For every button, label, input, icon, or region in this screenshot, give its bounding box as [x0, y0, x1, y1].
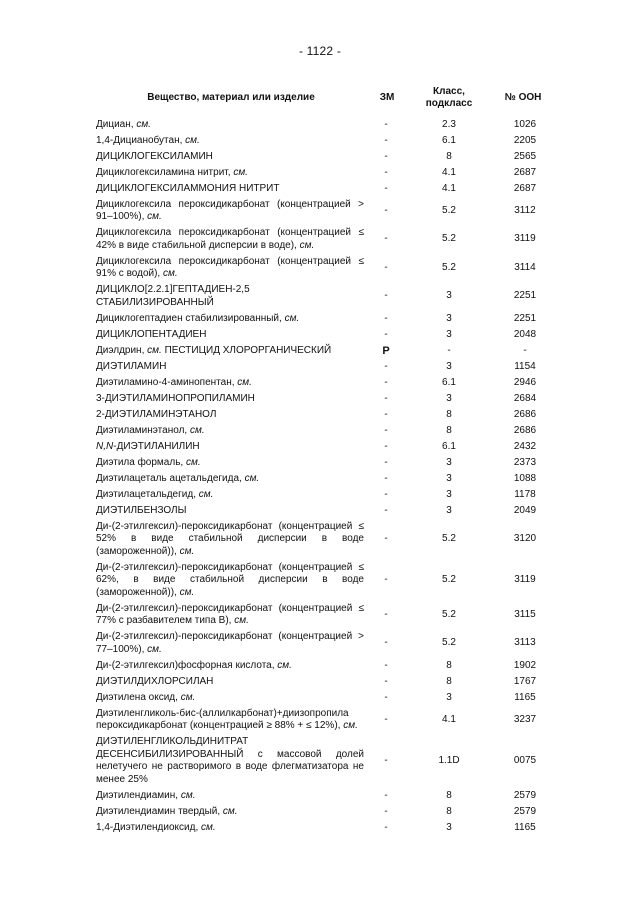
substance-name-cell — [96, 706, 366, 735]
class-cell: 4.1 — [442, 166, 456, 178]
zm-cell: - — [384, 440, 388, 452]
substance-name-cell — [96, 226, 366, 255]
class-cell: 5.2 — [442, 608, 456, 620]
zm-cell: - — [384, 533, 388, 544]
class-cell: 3 — [446, 392, 452, 404]
see-reference: см. — [179, 545, 195, 557]
substance-name: 1,4-Диэтилендиоксид, — [96, 821, 199, 833]
substance-name-cell — [96, 117, 366, 133]
zm-cell: - — [384, 312, 388, 324]
zm-cell: - — [384, 204, 388, 216]
header-class-line1: Класс, — [433, 86, 465, 97]
see-reference: см. — [180, 691, 196, 703]
zm-cell: - — [384, 821, 388, 833]
zm-cell: - — [384, 328, 388, 340]
table-row — [96, 487, 548, 503]
table-row — [96, 375, 548, 391]
see-reference: см. — [185, 134, 200, 146]
substance-name-cell — [96, 343, 366, 359]
substance-name-cell — [96, 439, 366, 455]
un-number-cell: 3115 — [514, 608, 536, 620]
substance-name-cell — [96, 197, 366, 226]
substance-table — [96, 86, 548, 836]
zm-cell: - — [384, 290, 388, 302]
un-number-cell: 2251 — [513, 312, 537, 324]
zm-cell: Р — [382, 344, 390, 357]
zm-cell: - — [384, 166, 388, 178]
un-number-cell: 2251 — [513, 290, 537, 302]
table-row — [96, 560, 548, 601]
header-class-line2: подкласс — [425, 98, 473, 109]
class-cell: 5.2 — [442, 637, 456, 649]
table-row — [96, 690, 548, 706]
zm-cell: - — [384, 488, 388, 500]
zm-cell: - — [384, 659, 388, 671]
un-number-cell: 2049 — [513, 504, 537, 516]
substance-name-cell — [96, 455, 366, 471]
class-cell: 4.1 — [442, 713, 456, 725]
zm-cell: - — [384, 182, 388, 194]
zm-cell: - — [384, 472, 388, 484]
substance-name-cell — [96, 359, 366, 375]
zm-cell: - — [384, 134, 388, 146]
substance-name: Дициклогексила пероксидикарбонат (концентрацией > 91–100%), — [96, 198, 364, 222]
substance-name: Диэтиламино-4-аминопентан, — [96, 376, 235, 388]
see-target: ПЕСТИЦИД ХЛОРОРГАНИЧЕСКИЙ — [164, 344, 332, 356]
class-cell: 3 — [446, 821, 452, 833]
zm-cell: - — [384, 754, 388, 766]
class-cell: 8 — [446, 675, 452, 687]
class-cell: 8 — [446, 789, 452, 801]
class-cell: 3 — [446, 472, 452, 484]
header-un-number: № ООН — [504, 92, 542, 103]
class-cell: 2.3 — [442, 118, 456, 130]
class-cell: 5.2 — [442, 533, 456, 544]
see-reference: см. — [180, 789, 196, 801]
class-cell: 5.2 — [442, 233, 456, 245]
zm-cell: - — [384, 691, 388, 703]
substance-name-cell — [96, 519, 366, 560]
table-row — [96, 133, 548, 149]
un-number-cell: 3113 — [514, 637, 536, 649]
un-number-cell: 1902 — [513, 659, 537, 671]
table-row — [96, 674, 548, 690]
see-reference: см. — [244, 472, 260, 484]
table-row — [96, 226, 548, 255]
table-row — [96, 601, 548, 630]
substance-name: 2-ДИЭТИЛАМИНЭТАНОЛ — [96, 408, 217, 420]
table-row — [96, 359, 548, 375]
un-number-cell: 1154 — [514, 360, 536, 372]
substance-name-prefix: N,N — [96, 440, 114, 452]
substance-name-cell — [96, 820, 366, 836]
un-number-cell: 2565 — [513, 150, 537, 162]
substance-name-cell — [96, 560, 366, 601]
zm-cell: - — [384, 233, 388, 245]
table-row — [96, 283, 548, 312]
substance-name: Диэтилена оксид, — [96, 691, 178, 703]
substance-name: -ДИЭТИЛАНИЛИН — [113, 440, 200, 452]
substance-name: 1,4-Дицианобутан, — [96, 134, 183, 146]
un-number-cell: 1178 — [514, 488, 536, 500]
un-number-cell: 2686 — [513, 424, 537, 436]
substance-name: Ди-(2-этилгексил)фосфорная кислота, — [96, 659, 275, 671]
substance-name: ДИЭТИЛАМИН — [96, 360, 167, 372]
see-reference: см. — [147, 344, 162, 356]
substance-name: ДИЭТИЛБЕНЗОЛЫ — [96, 504, 187, 516]
un-number-cell: 1165 — [514, 691, 536, 703]
substance-name: ДИЦИКЛОГЕКСИЛАМИН — [96, 150, 213, 162]
un-number-cell: 2946 — [513, 376, 537, 388]
table-row — [96, 407, 548, 423]
see-reference: см. — [163, 268, 178, 279]
substance-name: Ди-(2-этилгексил)-пероксидикарбонат (концентрацией ≤ 62%, в виде стабильной дисперсии в воде (замороженной)), — [96, 561, 364, 598]
table-row — [96, 735, 548, 789]
substance-name: ДИЦИКЛО[2.2.1]ГЕПТАДИЕН-2,5 СТАБИЛИЗИРОВАННЫЙ — [96, 284, 250, 308]
substance-name: Диэлдрин, — [96, 344, 145, 356]
class-cell: 8 — [446, 659, 452, 671]
zm-cell: - — [384, 118, 388, 130]
substance-name: Диэтилендиамин, — [96, 789, 179, 801]
un-number-cell: 2687 — [513, 166, 537, 178]
un-number-cell: 2373 — [513, 456, 537, 468]
substance-name-cell — [96, 735, 366, 789]
substance-name: ДИЦИКЛОПЕНТАДИЕН — [96, 328, 207, 340]
zm-cell: - — [384, 456, 388, 468]
table-row — [96, 149, 548, 165]
class-cell: 5.2 — [442, 261, 456, 273]
see-reference: см. — [343, 720, 358, 731]
see-reference: см. — [189, 424, 205, 436]
see-reference: см. — [147, 643, 162, 655]
un-number-cell: 2205 — [513, 134, 537, 146]
un-number-cell: 3120 — [513, 533, 537, 544]
un-number-cell: 1088 — [513, 472, 537, 484]
substance-name: Дициклогексиламина нитрит, — [96, 166, 231, 178]
zm-cell: - — [384, 424, 388, 436]
substance-name: Дициан, — [96, 118, 134, 130]
substance-name-cell — [96, 391, 366, 407]
class-cell: 8 — [446, 150, 452, 162]
see-reference: см. — [136, 118, 151, 130]
substance-name-cell — [96, 327, 366, 343]
table-row — [96, 788, 548, 804]
table-header — [96, 86, 548, 117]
un-number-cell: 1767 — [513, 675, 537, 687]
table-row — [96, 455, 548, 471]
substance-name-cell — [96, 133, 366, 149]
un-number-cell: 3237 — [513, 713, 537, 725]
substance-name: Диэтиламинэтанол, — [96, 424, 188, 436]
substance-name-cell — [96, 690, 366, 706]
un-number-cell: 1026 — [513, 118, 537, 130]
see-reference: см. — [277, 659, 292, 671]
table-row — [96, 706, 548, 735]
class-cell: 3 — [446, 456, 452, 468]
substance-name-cell — [96, 601, 366, 630]
see-reference: см. — [147, 211, 162, 222]
un-number-cell: - — [523, 344, 527, 356]
zm-cell: - — [384, 789, 388, 801]
un-number-cell: 2686 — [513, 408, 537, 420]
table-row — [96, 117, 548, 133]
zm-cell: - — [384, 805, 388, 817]
table-row — [96, 519, 548, 560]
un-number-cell: 2048 — [513, 328, 537, 340]
substance-name-cell — [96, 283, 366, 312]
substance-name: Диэтилендиамин твердый, — [96, 805, 221, 817]
un-number-cell: 3119 — [514, 574, 536, 585]
un-number-cell: 0075 — [513, 754, 537, 766]
see-reference: см. — [299, 239, 315, 251]
un-number-cell: 3112 — [514, 204, 536, 216]
zm-cell: - — [384, 261, 388, 273]
header-class — [406, 86, 492, 117]
substance-name: Диэтила формаль, — [96, 456, 184, 468]
zm-cell: - — [384, 504, 388, 516]
see-reference: см. — [233, 166, 248, 178]
see-reference: см. — [222, 805, 238, 817]
substance-name-cell — [96, 487, 366, 503]
substance-table-container — [96, 86, 548, 836]
substance-name: Ди-(2-этилгексил)-пероксидикарбонат (концентрацией ≤ 77% с разбавителем типа В), — [96, 602, 364, 626]
un-number-cell: 3114 — [514, 261, 536, 273]
un-number-cell: 2687 — [513, 182, 537, 194]
substance-name: Ди-(2-этилгексил)-пероксидикарбонат (концентрацией ≤ 52% в виде стабильной дисперсии в воде (замороженной)), — [96, 520, 364, 557]
substance-name: Диэтиленгликоль-бис-(аллилкарбонат)+диизопропила пероксидикарбонат (концентрацией ≥ 88% + ≤ 12%), — [96, 707, 349, 731]
substance-name: Ди-(2-этилгексил)-пероксидикарбонат (концентрацией > 77–100%), — [96, 631, 364, 655]
class-cell: 8 — [446, 805, 452, 817]
un-number-cell: 1165 — [514, 821, 536, 833]
substance-name-cell — [96, 658, 366, 674]
un-number-cell: 3119 — [514, 233, 536, 245]
table-row — [96, 327, 548, 343]
class-cell: 4.1 — [442, 182, 456, 194]
class-cell: 3 — [446, 504, 452, 516]
substance-name: Дициклогексила пероксидикарбонат (концентрацией ≤ 42% в виде стабильной дисперсии в воде), — [96, 227, 364, 251]
zm-cell: - — [384, 360, 388, 372]
table-row — [96, 181, 548, 197]
page-number: - 1122 - — [298, 44, 342, 58]
zm-cell: - — [384, 408, 388, 420]
see-reference: см. — [201, 821, 216, 833]
class-cell: 5.2 — [442, 204, 456, 216]
zm-cell: - — [384, 392, 388, 404]
class-cell: 3 — [446, 328, 452, 340]
substance-name-cell — [96, 375, 366, 391]
class-cell: 8 — [446, 408, 452, 420]
substance-name: ДИЦИКЛОГЕКСИЛАММОНИЯ НИТРИТ — [96, 182, 280, 194]
header-substance: Вещество, материал или изделие — [147, 92, 315, 103]
substance-name-cell — [96, 630, 366, 659]
table-row — [96, 439, 548, 455]
see-reference: см. — [237, 376, 252, 388]
substance-name-cell — [96, 254, 366, 283]
substance-name-cell — [96, 407, 366, 423]
table-row — [96, 630, 548, 659]
table-row — [96, 820, 548, 836]
class-cell: 6.1 — [442, 440, 456, 452]
table-row — [96, 197, 548, 226]
zm-cell: - — [384, 608, 388, 620]
zm-cell: - — [384, 376, 388, 388]
table-body — [96, 117, 548, 836]
class-cell: 3 — [446, 312, 452, 324]
substance-name-cell — [96, 674, 366, 690]
substance-name-cell — [96, 423, 366, 439]
table-row — [96, 471, 548, 487]
zm-cell: - — [384, 713, 388, 725]
table-row — [96, 311, 548, 327]
substance-name-cell — [96, 804, 366, 820]
substance-name-cell — [96, 181, 366, 197]
class-cell: 6.1 — [442, 376, 456, 388]
class-cell: 6.1 — [442, 134, 456, 146]
class-cell: 5.2 — [442, 574, 456, 585]
see-reference: см. — [284, 312, 300, 324]
class-cell: 3 — [446, 360, 452, 372]
class-cell: 3 — [446, 691, 452, 703]
substance-name-cell — [96, 503, 366, 519]
substance-name: Дициклогептадиен стабилизированный, — [96, 312, 282, 324]
table-row — [96, 391, 548, 407]
un-number-cell: 2684 — [513, 392, 537, 404]
class-cell: 1.1D — [438, 754, 460, 766]
see-reference: см. — [185, 456, 201, 468]
substance-name-cell — [96, 788, 366, 804]
un-number-cell: 2579 — [513, 805, 537, 817]
table-row — [96, 423, 548, 439]
table-row — [96, 165, 548, 181]
class-cell: - — [447, 344, 451, 356]
zm-cell: - — [384, 637, 388, 649]
table-row — [96, 503, 548, 519]
zm-cell: - — [384, 675, 388, 687]
table-row — [96, 804, 548, 820]
substance-name: ДИЭТИЛЕНГЛИКОЛЬДИНИТРАТ ДЕСЕНСИБИЛИЗИРОВАННЫЙ с массовой долей нелетучего не растворимого в воде флегматизатора не менее 25% — [96, 736, 364, 785]
zm-cell: - — [384, 574, 388, 585]
see-reference: см. — [198, 488, 214, 500]
substance-name-cell — [96, 471, 366, 487]
class-cell: 3 — [446, 488, 452, 500]
substance-name: Диэтилацеталь ацетальдегида, — [96, 472, 242, 484]
zm-cell: - — [384, 150, 388, 162]
un-number-cell: 2579 — [513, 789, 537, 801]
see-reference: см. — [179, 586, 195, 598]
un-number-cell: 2432 — [513, 440, 537, 452]
header-zm: ЗМ — [379, 92, 395, 103]
see-reference: см. — [234, 615, 249, 626]
class-cell: 3 — [446, 290, 452, 302]
substance-name: ДИЭТИЛДИХЛОРСИЛАН — [96, 675, 214, 687]
substance-name: Дициклогексила пероксидикарбонат (концентрацией ≤ 91% с водой), — [96, 255, 364, 279]
table-row — [96, 343, 548, 359]
class-cell: 8 — [446, 424, 452, 436]
substance-name-cell — [96, 311, 366, 327]
substance-name-cell — [96, 149, 366, 165]
table-row — [96, 658, 548, 674]
substance-name: Диэтилацетальдегид, — [96, 488, 196, 500]
table-row — [96, 254, 548, 283]
substance-name-cell — [96, 165, 366, 181]
substance-name: 3-ДИЭТИЛАМИНОПРОПИЛАМИН — [96, 392, 255, 404]
